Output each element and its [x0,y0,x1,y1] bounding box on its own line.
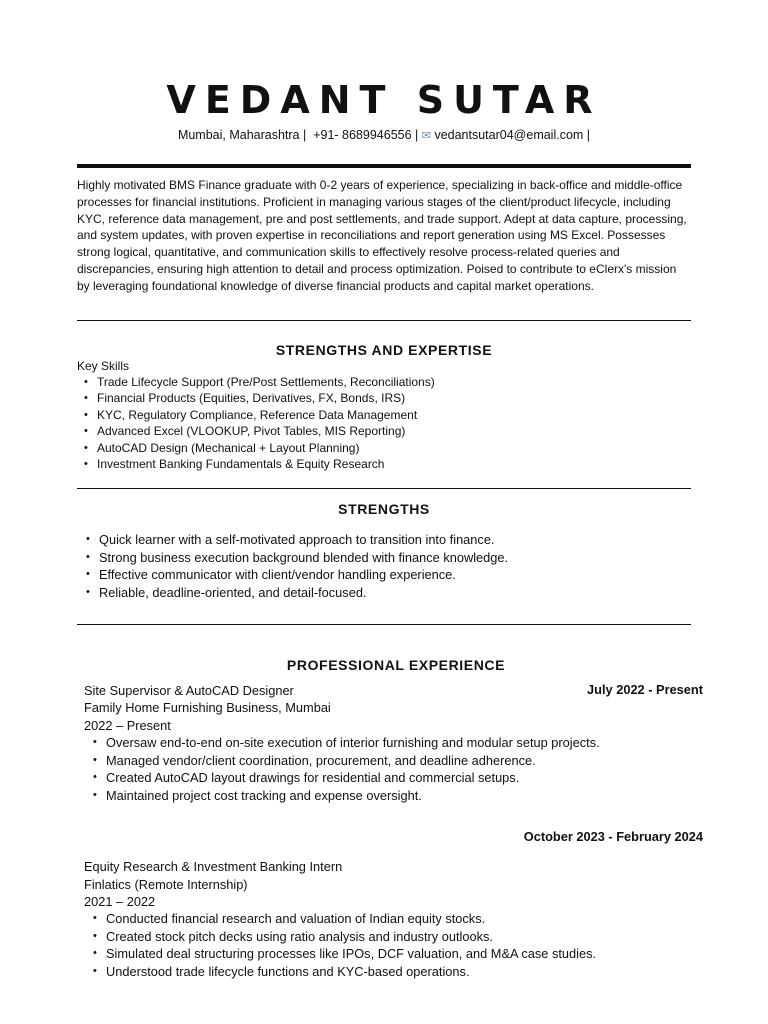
location-text: Mumbai, Maharashtra | [177,128,307,142]
list-item: • Conducted financial research and valuation of Indian equity stocks. [86,910,706,928]
job-period: 2021 – 2022 [84,894,156,909]
contact-line [0,128,768,142]
section-title-strengths-expertise: STRENGTHS AND EXPERTISE [275,342,493,358]
list-item: • Simulated deal structuring processes like IPOs, DCF valuation, and M&A case studies. [86,945,706,963]
job-duties-list [86,734,706,804]
list-item: • Understood trade lifecycle functions and KYC-based operations. [86,963,706,981]
professional-summary: Highly motivated BMS Finance graduate with 0-2 years of experience, specializing in back-office and middle-office processes for financial institutions. Proficient in managing various stages of the client/product lifecycle, including KYC, reference data management, pre and post settlements, and trade support. Adept at data capture, processing, and system updates, with proven expertise in reconciliations and report generation using MS Excel. Possesses strong logical, quantitative, and communication skills to effectively resolve process-related queries and discrepancies, ensuring high attention to detail and process optimization. Poised to contribute to eClerx's mission by leveraging foundational knowledge of diverse financial products and capital market operations. [77,178,687,293]
job-role: Equity Research & Investment Banking Intern [84,859,343,874]
list-item: • Financial Products (Equities, Derivatives, FX, Bonds, IRS) [77,390,677,406]
list-item: • Effective communicator with client/vendor handling experience. [79,566,689,584]
candidate-name: VEDANT SUTAR [166,78,602,122]
email-text: vedantsutar04@email.com | [434,128,591,142]
list-item: • AutoCAD Design (Mechanical + Layout Planning) [77,440,677,456]
job-period: 2022 – Present [84,718,171,733]
list-item: • KYC, Regulatory Compliance, Reference Data Management [77,407,677,423]
job-duties-list [86,910,706,980]
job-role: Site Supervisor & AutoCAD Designer [84,683,294,698]
job-company: Finlatics (Remote Internship) [84,877,248,892]
strengths-list [79,531,689,601]
list-item: • Strong business execution background blended with finance knowledge. [79,549,689,567]
section-divider [77,488,691,489]
section-divider [77,624,691,625]
list-item: • Quick learner with a self-motivated approach to transition into finance. [79,531,689,549]
job-company: Family Home Furnishing Business, Mumbai [84,700,331,715]
list-item: • Reliable, deadline-oriented, and detail-focused. [79,584,689,602]
list-item: • Created AutoCAD layout drawings for residential and commercial setups. [86,769,706,787]
list-item: • Trade Lifecycle Support (Pre/Post Settlements, Reconciliations) [77,374,677,390]
job-date: October 2023 - February 2024 [523,829,703,844]
phone-text: +91- 8689946556 | [313,128,419,142]
key-skills-label: Key Skills [77,359,130,373]
envelope-icon: ✉ [421,130,431,142]
header-divider [77,164,691,168]
job-date: July 2022 - Present [587,682,703,697]
list-item: • Advanced Excel (VLOOKUP, Pivot Tables, MIS Reporting) [77,423,677,439]
section-title-experience: PROFESSIONAL EXPERIENCE [286,657,506,673]
section-divider [77,320,691,321]
section-title-strengths: STRENGTHS [338,501,430,517]
list-item: • Managed vendor/client coordination, procurement, and deadline adherence. [86,752,706,770]
list-item: • Created stock pitch decks using ratio analysis and industry outlooks. [86,928,706,946]
key-skills-list [77,374,677,472]
list-item: • Maintained project cost tracking and expense oversight. [86,787,706,805]
list-item: • Oversaw end-to-end on-site execution of interior furnishing and modular setup projects. [86,734,706,752]
list-item: • Investment Banking Fundamentals & Equity Research [77,456,677,472]
